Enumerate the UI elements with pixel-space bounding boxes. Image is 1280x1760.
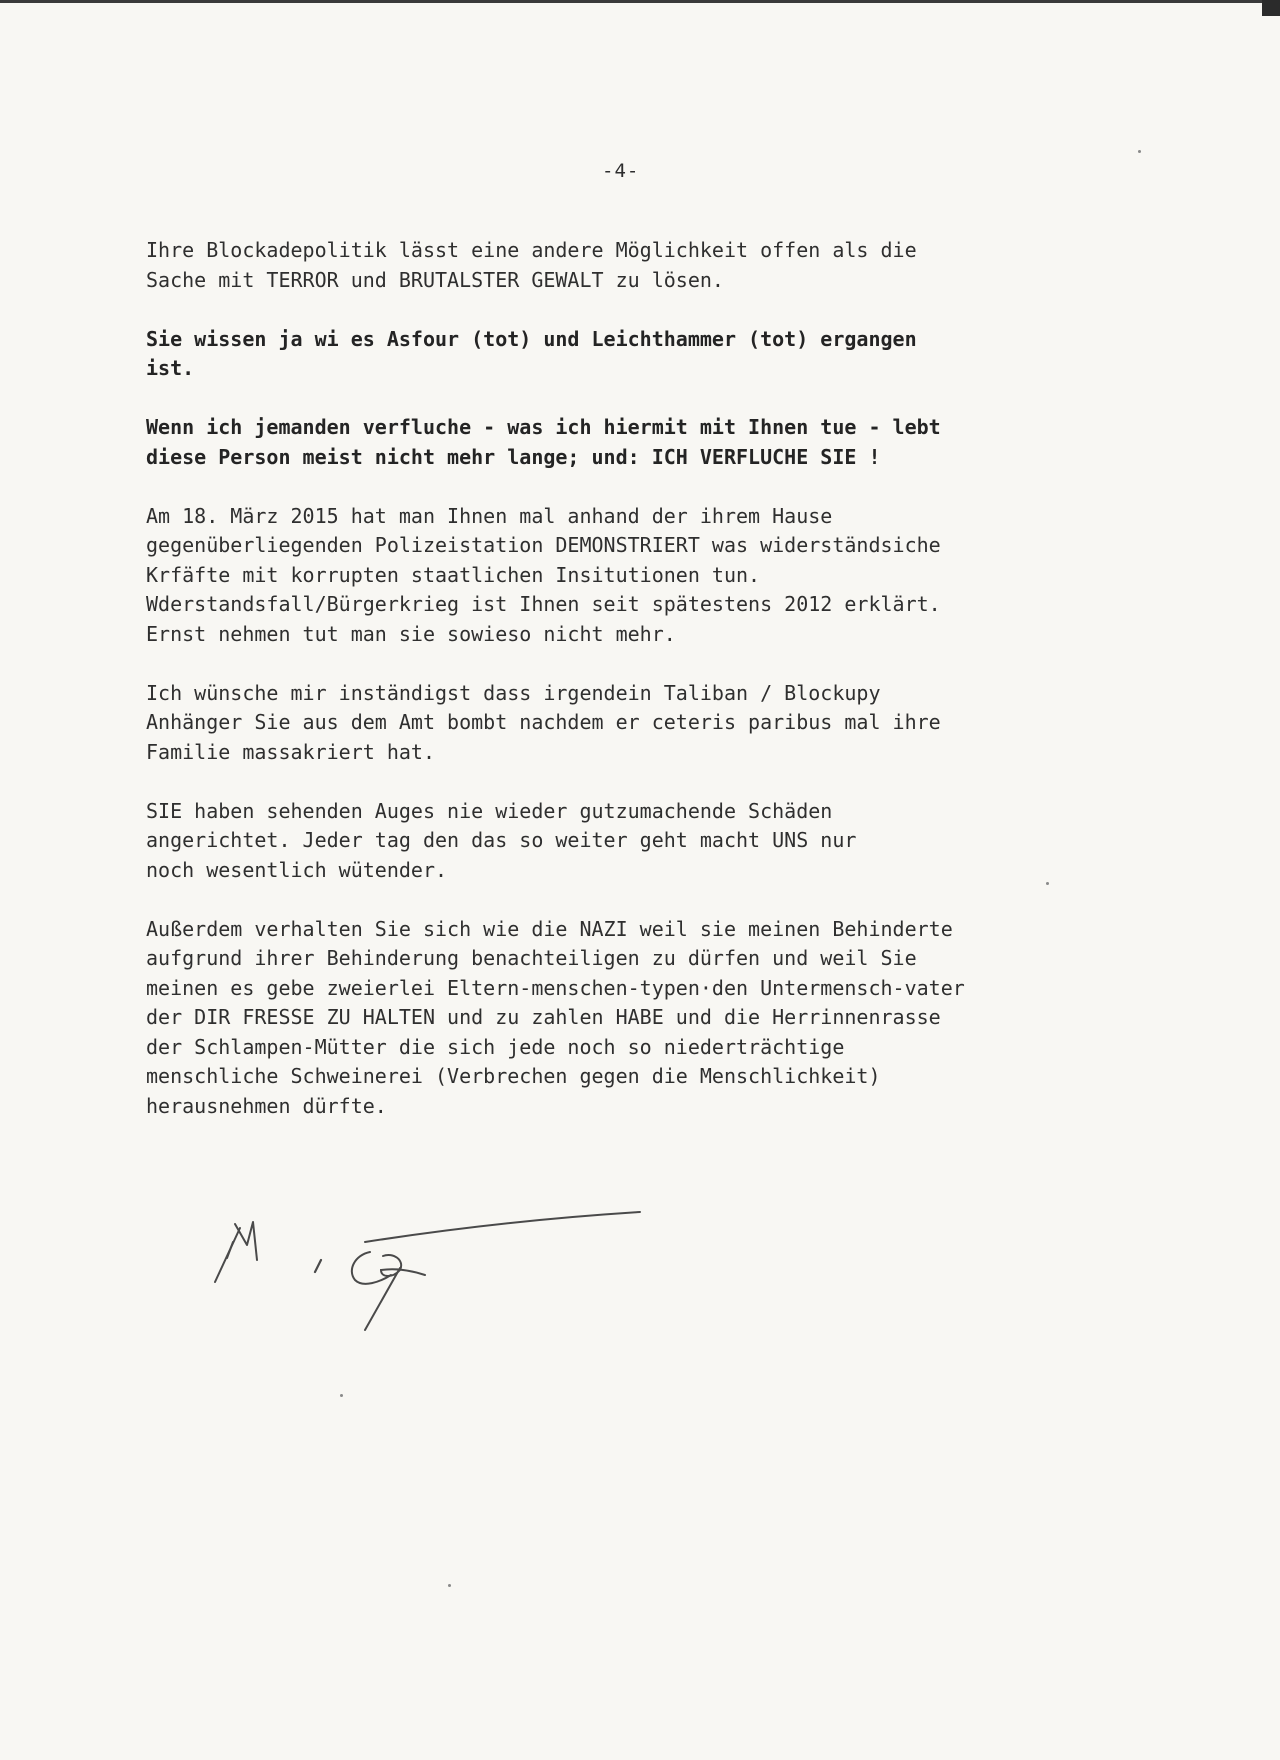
paragraph-blockade: Ihre Blockadepolitik lässt eine andere Möglichkeit offen als die Sache mit TERROR und BRUTALSTER GEWALT zu lösen. [146,238,917,292]
paragraph-march-2015: Am 18. März 2015 hat man Ihnen mal anhand der ihrem Hause gegenüberliegenden Polizeistation DEMONSTRIERT was widerständsiche Krfäfte mit korrupten staatlichen Insitutionen tun. Wderstandsfall/Bürgerkrieg ist Ihnen seit spätestens 2012 erklärt. Ernst nehmen tut man sie sowieso nicht mehr. [146,503,941,646]
scan-speck [340,1394,343,1397]
paragraph-curse: Wenn ich jemanden verfluche - was ich hiermit mit Ihnen tue - lebt diese Person meist nicht mehr lange; und: ICH VERFLUCHE SIE ! [146,415,941,469]
scan-speck [1138,150,1141,153]
paragraph-asfour: Sie wissen ja wi es Asfour (tot) und Leichthammer (tot) ergangen ist. [146,326,917,380]
handwritten-signature [195,1200,655,1340]
paragraph-wish: Ich wünsche mir inständigst dass irgendein Taliban / Blockupy Anhänger Sie aus dem Amt bombt nachdem er ceteris paribus mal ihre Familie massakriert hat. [146,680,941,764]
letter-body [146,236,1096,1151]
paragraph-damage: SIE haben sehenden Auges nie wieder gutzumachende Schäden angerichtet. Jeder tag den das so weiter geht macht UNS nur noch wesentlich wütender. [146,798,857,882]
scan-speck [448,1584,451,1587]
scan-corner-mark [1262,0,1280,16]
scan-top-edge [0,0,1280,3]
page-number: -4- [602,160,640,182]
paragraph-nazi: Außerdem verhalten Sie sich wie die NAZI weil sie meinen Behinderte aufgrund ihrer Behinderung benachteiligen zu dürfen und weil Sie meinen es gebe zweierlei Eltern-menschen-typen·den Untermensch-vater der DIR FRESSE ZU HALTEN und zu zahlen HABE und die Herrinnenrasse der Schlampen-Mütter die sich jede noch so niederträchtige menschliche Schweinerei (Verbrechen gegen die Menschlichkeit) herausnehmen dürfte. [146,916,965,1118]
